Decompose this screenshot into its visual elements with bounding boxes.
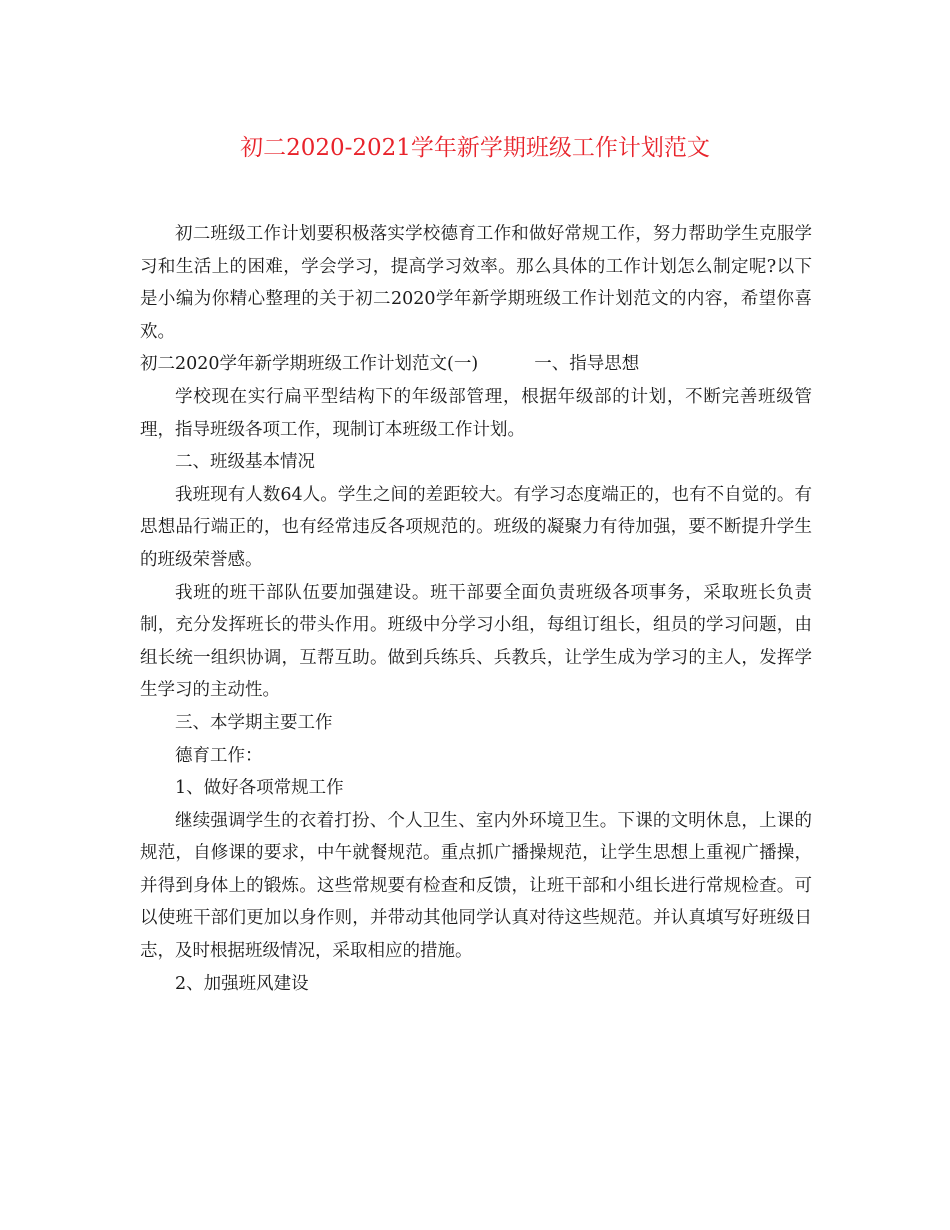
section3-heading: 三、本学期主要工作	[175, 712, 333, 733]
item2-heading: 2、加强班风建设	[175, 973, 309, 994]
section2-paragraph-2: 我班的班干部队伍要加强建设。班干部要全面负责班级各项事务，采取班长负责制，充分发挥班长的带头作用。班级中分学习小组，每组订组长，组员的学习问题，由组长统一组织协调，互帮互助。做到兵练兵、兵教兵，让学生成为学习的主人，发挥学生学习的主动性。	[140, 582, 812, 701]
article-subtitle: 初二2020学年新学期班级工作计划范文(一)	[140, 354, 479, 375]
item1-paragraph: 继续强调学生的衣着打扮、个人卫生、室内外环境卫生。下课的文明休息，上课的规范，自修课的要求，中午就餐规范。重点抓广播操规范，让学生思想上重视广播操，并得到身体上的锻炼。这些常规要有检查和反馈，让班干部和小组长进行常规检查。可以使班干部们更加以身作则，并带动其他同学认真对待这些规范。并认真填写好班级日志，及时根据班级情况，采取相应的措施。	[140, 810, 812, 962]
moral-work-heading: 德育工作：	[175, 745, 263, 766]
subtitle-line	[140, 348, 812, 381]
section1-paragraph: 学校现在实行扁平型结构下的年级部管理，根据年级部的计划，不断完善班级管理，指导班级各项工作，现制订本班级工作计划。	[140, 386, 812, 440]
document-title: 初二2020-2021学年新学期班级工作计划范文	[240, 135, 710, 161]
section2-paragraph-1: 我班现有人数64人。学生之间的差距较大。有学习态度端正的，也有不自觉的。有思想品行端正的，也有经常违反各项规范的。班级的凝聚力有待加强，要不断提升学生的班级荣誉感。	[140, 484, 812, 570]
section2-heading: 二、班级基本情况	[175, 452, 315, 473]
item1-heading: 1、做好各项常规工作	[175, 778, 344, 799]
section1-heading: 一、指导思想	[534, 354, 640, 375]
document-body	[140, 218, 812, 1000]
intro-paragraph: 初二班级工作计划要积极落实学校德育工作和做好常规工作，努力帮助学生克服学习和生活上的困难，学会学习，提高学习效率。那么具体的工作计划怎么制定呢?以下是小编为你精心整理的关于初二2020学年新学期班级工作计划范文的内容，希望你喜欢。	[140, 224, 812, 342]
